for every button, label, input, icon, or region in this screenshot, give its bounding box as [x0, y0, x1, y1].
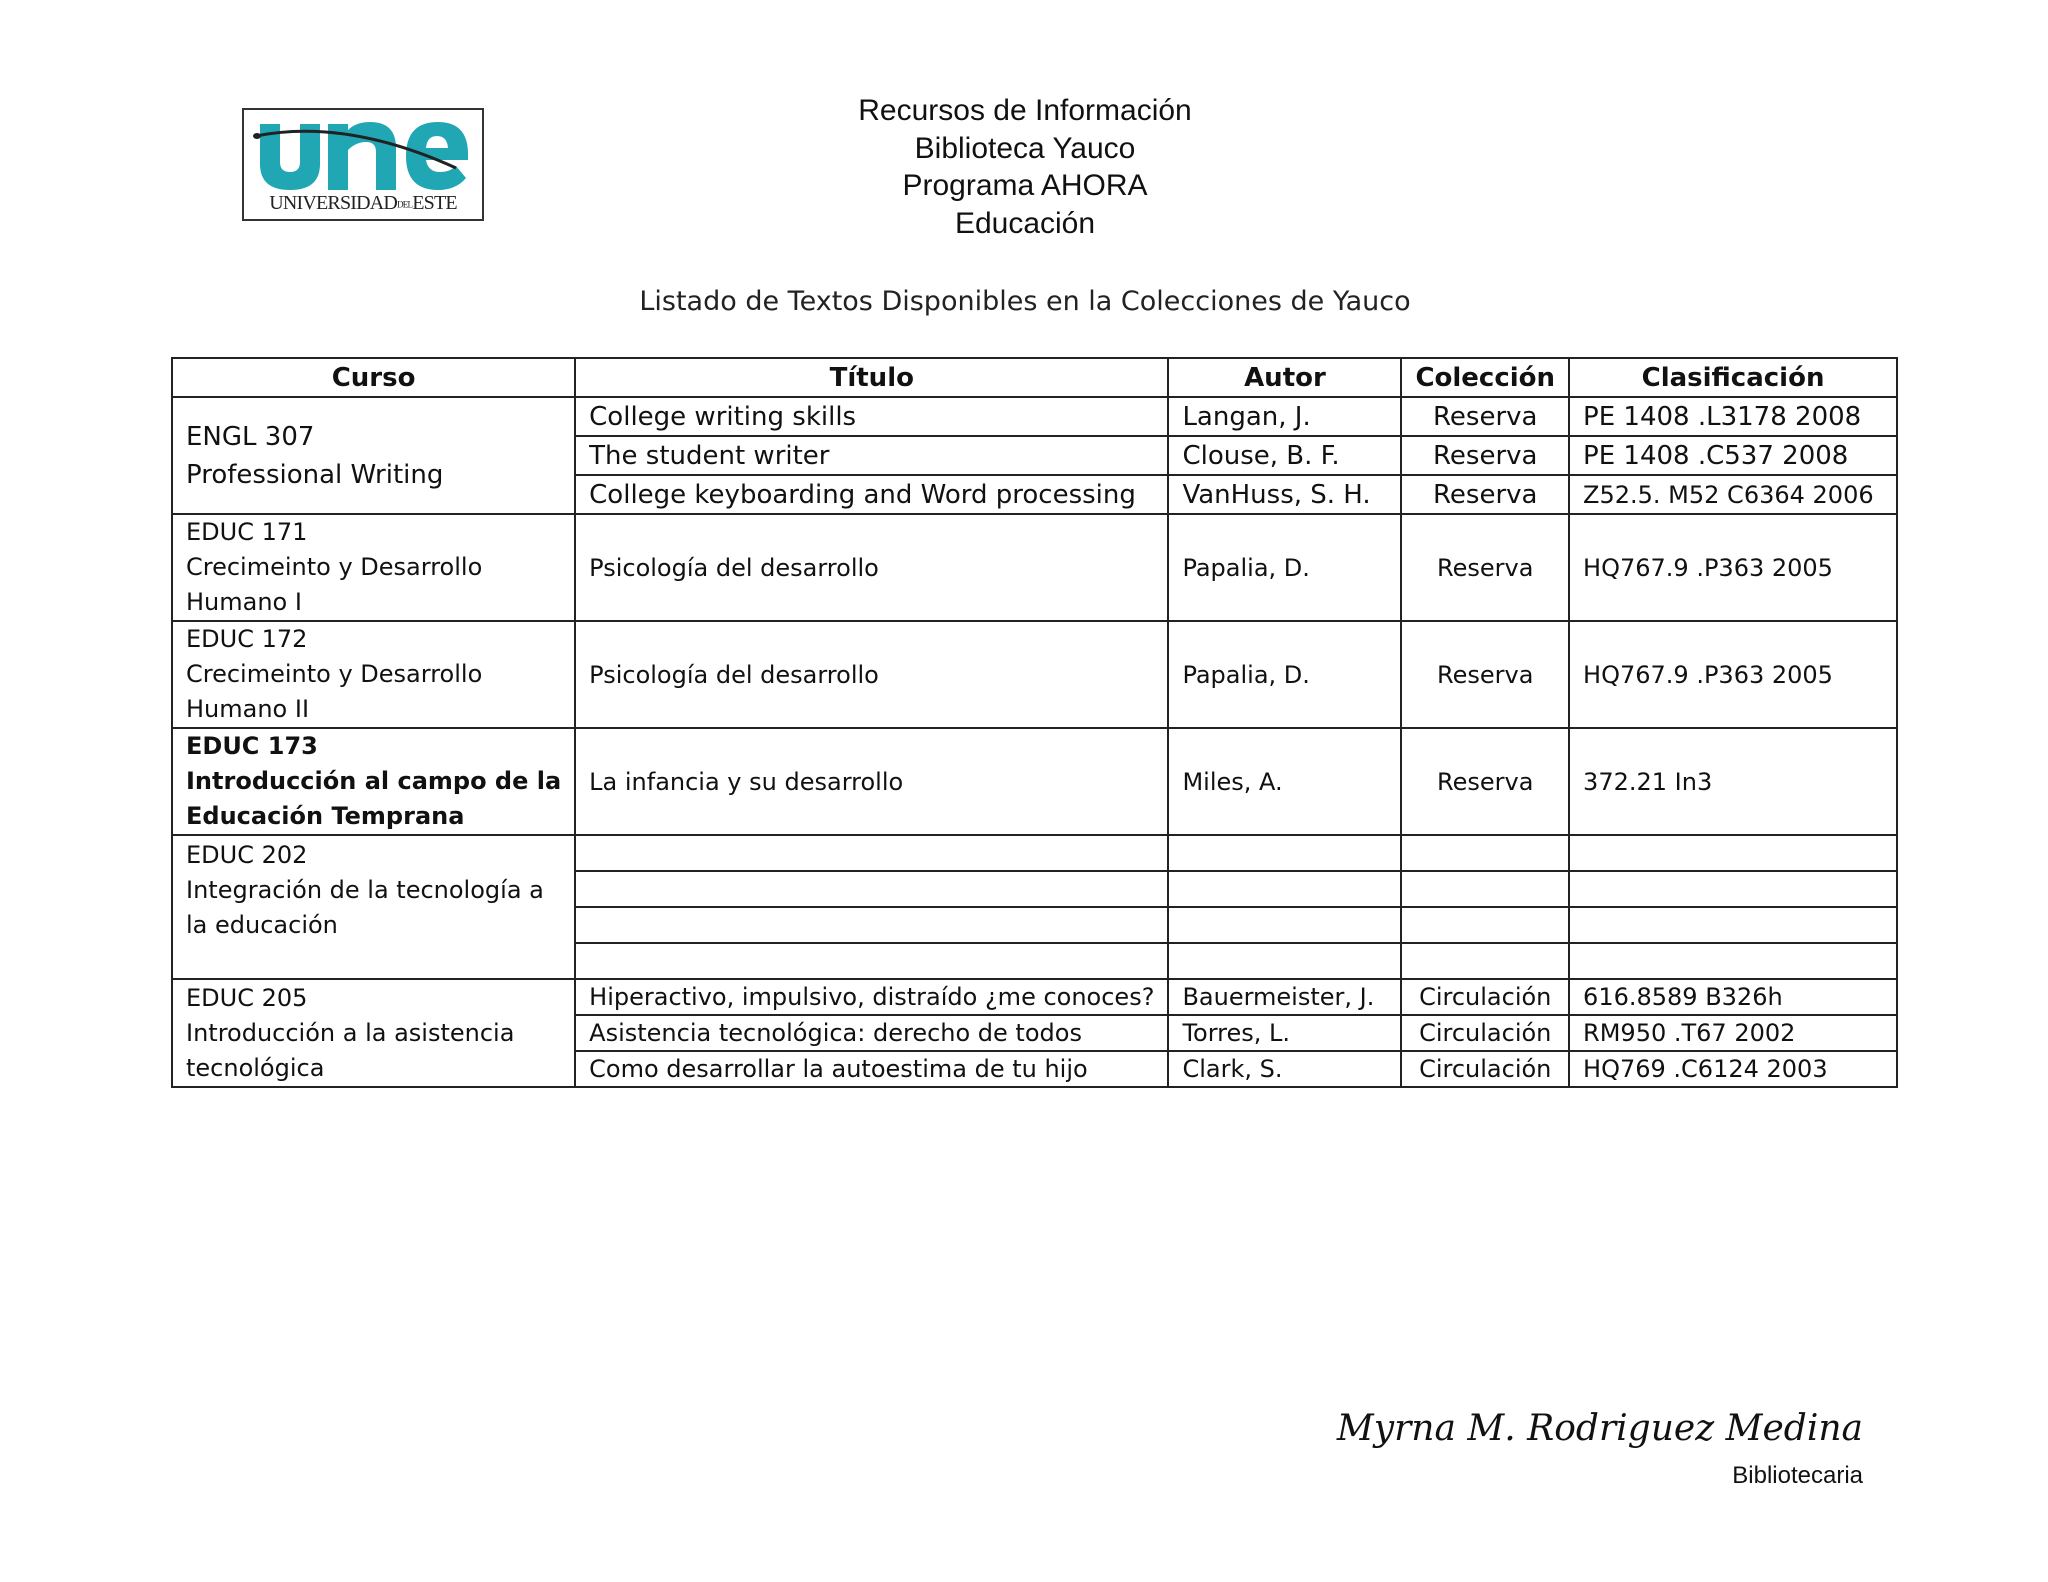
coleccion-cell	[1401, 835, 1569, 871]
column-header-autor: Autor	[1168, 358, 1401, 397]
coleccion-cell	[1401, 871, 1569, 907]
course-name: Introducción a la asistencia	[186, 1018, 515, 1047]
coleccion-cell	[1401, 943, 1569, 979]
clasificacion-cell: RM950 .T67 2002	[1569, 1015, 1897, 1051]
university-logo	[242, 108, 484, 221]
titulo-cell: Asistencia tecnológica: derecho de todos	[575, 1015, 1168, 1051]
column-header-curso: Curso	[172, 358, 575, 397]
autor-cell: Langan, J.	[1168, 397, 1401, 436]
header-line: Biblioteca Yauco	[914, 131, 1136, 165]
autor-cell: Torres, L.	[1168, 1015, 1401, 1051]
course-code: ENGL 307	[186, 421, 315, 452]
autor-cell: Papalia, D.	[1168, 621, 1401, 728]
header-line: Programa AHORA	[902, 169, 1148, 202]
table-row	[172, 397, 1897, 436]
titulo-cell: Hiperactivo, impulsivo, distraído ¿me conoces?	[575, 979, 1168, 1015]
course-name: la educación	[186, 911, 338, 939]
course-code: EDUC 202	[186, 841, 308, 869]
course-code: EDUC 173	[186, 732, 318, 760]
header-line: Recursos de Información	[858, 94, 1192, 127]
titulo-cell: La infancia y su desarrollo	[575, 728, 1168, 835]
titulo-cell	[575, 871, 1168, 907]
coleccion-cell: Circulación	[1401, 1015, 1569, 1051]
course-cell	[172, 835, 575, 979]
clasificacion-cell: PE 1408 .C537 2008	[1569, 436, 1897, 475]
course-name: tecnológica	[186, 1053, 325, 1082]
course-cell	[172, 397, 575, 514]
clasificacion-cell: 372.21 In3	[1569, 728, 1897, 835]
signature-name: Myrna M. Rodriguez Medina	[1336, 1408, 1863, 1449]
course-name: Integración de la tecnología a	[186, 876, 544, 904]
autor-cell: Miles, A.	[1168, 728, 1401, 835]
course-name: Educación Temprana	[186, 802, 465, 830]
titulo-cell	[575, 907, 1168, 943]
table-row	[172, 514, 1897, 621]
header-line: Educación	[954, 206, 1096, 240]
table-header-row	[172, 358, 1897, 397]
coleccion-cell: Reserva	[1401, 436, 1569, 475]
course-cell	[172, 728, 575, 835]
course-cell	[172, 621, 575, 728]
table-row	[172, 835, 1897, 871]
signature-role: Bibliotecaria	[1732, 1462, 1863, 1489]
coleccion-cell: Circulación	[1401, 1051, 1569, 1087]
autor-cell: Papalia, D.	[1168, 514, 1401, 621]
coleccion-cell: Reserva	[1401, 397, 1569, 436]
column-header-clasificacion: Clasificación	[1569, 358, 1897, 397]
titulo-cell	[575, 943, 1168, 979]
titulo-cell: College writing skills	[575, 397, 1168, 436]
course-name: Humano I	[186, 588, 302, 616]
course-name: Introducción al campo de la	[186, 767, 562, 795]
table-row	[172, 621, 1897, 728]
clasificacion-cell: Z52.5. M52 C6364 2006	[1569, 475, 1897, 514]
university-logo-wordmark: UNIVERSIDADDELESTE	[269, 192, 457, 214]
table-row	[172, 728, 1897, 835]
course-name: Professional Writing	[186, 459, 444, 490]
clasificacion-cell	[1569, 943, 1897, 979]
column-header-titulo: Título	[575, 358, 1168, 397]
course-code: EDUC 205	[186, 983, 308, 1012]
coleccion-cell: Circulación	[1401, 979, 1569, 1015]
autor-cell: Clark, S.	[1168, 1051, 1401, 1087]
books-table	[171, 357, 1898, 1088]
clasificacion-cell: 616.8589 B326h	[1569, 979, 1897, 1015]
clasificacion-cell	[1569, 871, 1897, 907]
clasificacion-cell: HQ769 .C6124 2003	[1569, 1051, 1897, 1087]
clasificacion-cell: HQ767.9 .P363 2005	[1569, 514, 1897, 621]
column-header-coleccion: Colección	[1401, 358, 1569, 397]
course-code: EDUC 172	[186, 625, 308, 653]
coleccion-cell	[1401, 907, 1569, 943]
course-cell	[172, 979, 575, 1087]
table-row	[172, 979, 1897, 1015]
clasificacion-cell	[1569, 835, 1897, 871]
clasificacion-cell: PE 1408 .L3178 2008	[1569, 397, 1897, 436]
autor-cell: Bauermeister, J.	[1168, 979, 1401, 1015]
titulo-cell	[575, 835, 1168, 871]
autor-cell	[1168, 907, 1401, 943]
titulo-cell: College keyboarding and Word processing	[575, 475, 1168, 514]
document-header	[700, 92, 1350, 242]
course-name: Crecimeinto y Desarrollo	[186, 660, 483, 688]
document-subtitle: Listado de Textos Disponibles en la Colecciones de Yauco	[639, 286, 1411, 317]
course-code: EDUC 171	[186, 518, 308, 546]
coleccion-cell: Reserva	[1401, 728, 1569, 835]
course-cell	[172, 514, 575, 621]
autor-cell	[1168, 871, 1401, 907]
course-name: Humano II	[186, 695, 310, 723]
clasificacion-cell	[1569, 907, 1897, 943]
coleccion-cell: Reserva	[1401, 621, 1569, 728]
titulo-cell: Como desarrollar la autoestima de tu hijo	[575, 1051, 1168, 1087]
course-name: Crecimeinto y Desarrollo	[186, 553, 483, 581]
coleccion-cell: Reserva	[1401, 475, 1569, 514]
titulo-cell: The student writer	[575, 436, 1168, 475]
autor-cell: VanHuss, S. H.	[1168, 475, 1401, 514]
coleccion-cell: Reserva	[1401, 514, 1569, 621]
autor-cell	[1168, 835, 1401, 871]
titulo-cell: Psicología del desarrollo	[575, 621, 1168, 728]
autor-cell	[1168, 943, 1401, 979]
autor-cell: Clouse, B. F.	[1168, 436, 1401, 475]
titulo-cell: Psicología del desarrollo	[575, 514, 1168, 621]
clasificacion-cell: HQ767.9 .P363 2005	[1569, 621, 1897, 728]
